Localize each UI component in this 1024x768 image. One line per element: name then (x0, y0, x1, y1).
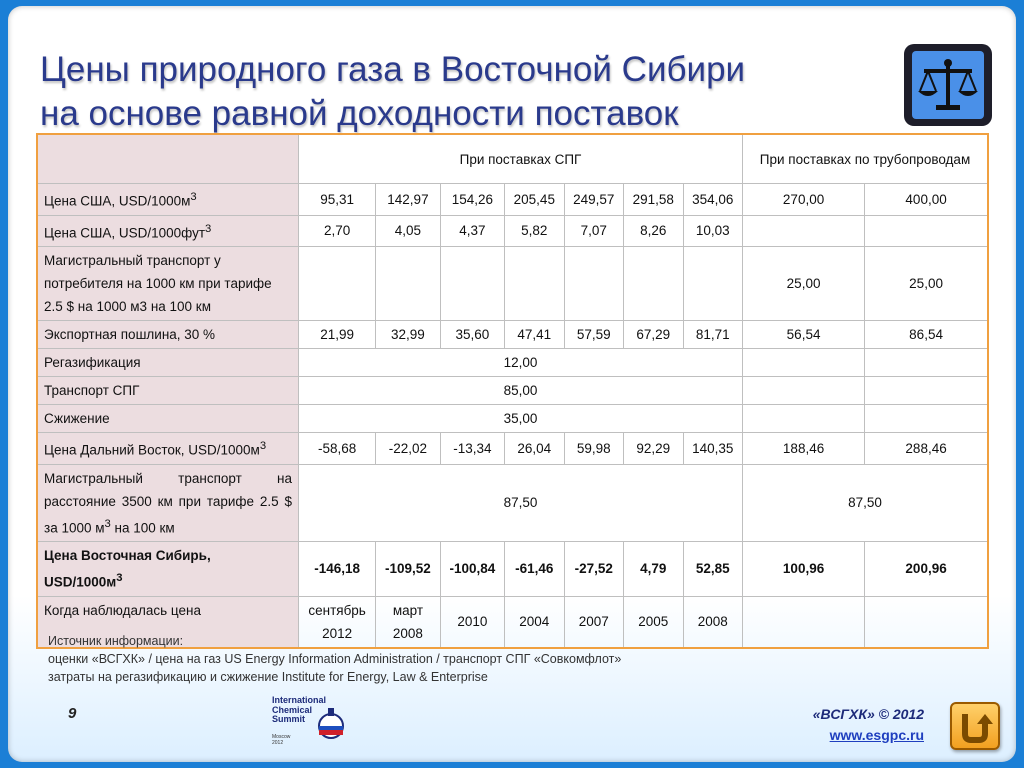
table-cell: 2010 (440, 596, 504, 648)
table-cell: 4,79 (624, 542, 683, 597)
table-cell: 2004 (505, 596, 564, 648)
page-number: 9 (68, 705, 77, 722)
table-cell: 32,99 (376, 321, 440, 349)
row-label-price-east-siberia: Цена Восточная Сибирь, USD/$1000м^3$ (37, 542, 299, 597)
table-cell: 142,97 (376, 184, 440, 216)
logo-box (904, 44, 992, 126)
source-info (48, 632, 621, 686)
table-cell-empty (865, 377, 988, 405)
table-cell-empty (564, 247, 623, 321)
table-row (37, 349, 988, 377)
table-row (37, 542, 988, 597)
table-cell-empty (376, 247, 440, 321)
table-row (37, 405, 988, 433)
table-cell: 25,00 (865, 247, 988, 321)
table-cell-empty (865, 596, 988, 648)
table-row (37, 184, 988, 216)
table-cell-merged: 87,50 (299, 464, 743, 542)
gas-price-table (36, 133, 989, 649)
table-cell-merged: 35,00 (299, 405, 743, 433)
table-cell-empty (743, 405, 865, 433)
table-row (37, 321, 988, 349)
table-cell: 288,46 (865, 433, 988, 465)
header-lng: При поставках СПГ (299, 134, 743, 184)
table-cell: -13,34 (440, 433, 504, 465)
table-cell: 57,59 (564, 321, 623, 349)
title-line-2: на основе равной доходности поставок (40, 94, 679, 133)
table-header-row (37, 134, 988, 184)
table-cell: 47,41 (505, 321, 564, 349)
table-cell: 188,46 (743, 433, 865, 465)
table-cell-empty (865, 215, 988, 247)
table-cell: 21,99 (299, 321, 376, 349)
table-cell: 2005 (624, 596, 683, 648)
table-cell-empty (440, 247, 504, 321)
copyright: «ВСГХК» © 2012 (812, 706, 924, 722)
table-cell: 56,54 (743, 321, 865, 349)
table-cell: 5,82 (505, 215, 564, 247)
row-label-export-duty: Экспортная пошлина, 30 % (37, 321, 299, 349)
row-label-main-transport-3500: Магистральный транспорт на расстояние 3500 км при тарифе 2.5 $ за 1000 $м^3$ на 100 км (37, 464, 299, 542)
table-cell: 35,60 (440, 321, 504, 349)
source-line-2: оценки «ВСГХК» / цена на газ US Energy Information Administration / транспорт СПГ «Совкомфлот» (48, 652, 622, 666)
row-label-price-usa-ft3: Цена США, USD/1000фут$^3$ (37, 215, 299, 247)
summit-logo-caption: Moscow 2012 (272, 734, 291, 746)
table-cell: -27,52 (564, 542, 623, 597)
table-cell: -61,46 (505, 542, 564, 597)
header-empty-cell (37, 134, 299, 184)
table-cell-empty (743, 349, 865, 377)
table-row (37, 433, 988, 465)
table-cell-empty (505, 247, 564, 321)
logo-inner (912, 51, 984, 119)
source-line-1: Источник информации: (48, 634, 184, 648)
table-cell: 140,35 (683, 433, 742, 465)
row-label-lng-transport: Транспорт СПГ (37, 377, 299, 405)
table-cell-empty (624, 247, 683, 321)
table-cell-empty (743, 596, 865, 648)
table-cell: 10,03 (683, 215, 742, 247)
table-cell: 200,96 (865, 542, 988, 597)
table-cell: 67,29 (624, 321, 683, 349)
website-link[interactable]: www.esgpc.ru (829, 727, 924, 743)
flask-icon (314, 706, 348, 740)
table-row (37, 247, 988, 321)
table-cell: 7,07 (564, 215, 623, 247)
row-label-liquefaction: Сжижение (37, 405, 299, 433)
table-cell: 95,31 (299, 184, 376, 216)
table-cell-merged: 12,00 (299, 349, 743, 377)
table-cell: 2007 (564, 596, 623, 648)
table-cell-empty (865, 349, 988, 377)
table-cell: 2,70 (299, 215, 376, 247)
table-cell: 26,04 (505, 433, 564, 465)
table-cell: 8,26 (624, 215, 683, 247)
table-cell: 25,00 (743, 247, 865, 321)
slide-title (40, 48, 860, 136)
return-arrow-icon (952, 704, 998, 748)
table-cell: 154,26 (440, 184, 504, 216)
summit-logo-text: International Chemical Summit (272, 695, 327, 724)
table-cell: 249,57 (564, 184, 623, 216)
row-label-price-far-east: Цена Дальний Восток, USD/$1000м^3$ (37, 433, 299, 465)
table-cell-empty (743, 377, 865, 405)
table-cell: 270,00 (743, 184, 865, 216)
table-cell-empty (683, 247, 742, 321)
table-row (37, 464, 988, 542)
scales-of-justice-icon (912, 51, 984, 119)
table-cell: 4,05 (376, 215, 440, 247)
table-cell: -100,84 (440, 542, 504, 597)
table-cell: -58,68 (299, 433, 376, 465)
row-label-regasification: Регазификация (37, 349, 299, 377)
table-cell: 2008 (683, 596, 742, 648)
table-cell: 81,71 (683, 321, 742, 349)
table-cell: 354,06 (683, 184, 742, 216)
row-label-observed: Когда наблюдалась цена (37, 596, 299, 648)
table-cell: -22,02 (376, 433, 440, 465)
table-cell: 400,00 (865, 184, 988, 216)
table-cell: 291,58 (624, 184, 683, 216)
table-cell-merged: 85,00 (299, 377, 743, 405)
table-cell-empty (865, 405, 988, 433)
table-cell: март 2008 (376, 596, 440, 648)
table-cell: 92,29 (624, 433, 683, 465)
table-cell: 86,54 (865, 321, 988, 349)
row-label-price-usa-m3: Цена США, USD/$1000м^3$ (37, 184, 299, 216)
table-row (37, 377, 988, 405)
table-cell-merged: 87,50 (743, 464, 989, 542)
table-cell: 205,45 (505, 184, 564, 216)
table-cell: 52,85 (683, 542, 742, 597)
table-cell-empty (299, 247, 376, 321)
table-row (37, 215, 988, 247)
table-cell: сентябрь 2012 (299, 596, 376, 648)
header-pipeline: При поставках по трубопроводам (743, 134, 989, 184)
table-cell-empty (743, 215, 865, 247)
source-line-3: затраты на регазификацию и сжижение Institute for Energy, Law & Enterprise (48, 670, 488, 684)
title-line-1: Цены природного газа в Восточной Сибири (40, 50, 746, 89)
table-cell: 59,98 (564, 433, 623, 465)
table-cell: 100,96 (743, 542, 865, 597)
table-cell: 4,37 (440, 215, 504, 247)
row-label-main-transport: Магистральный транспорт у потребителя на 1000 км при тарифе 2.5 $ на 1000 м3 на 100 км (37, 247, 299, 321)
back-button[interactable] (950, 702, 1000, 750)
table-cell: -146,18 (299, 542, 376, 597)
table-cell: -109,52 (376, 542, 440, 597)
